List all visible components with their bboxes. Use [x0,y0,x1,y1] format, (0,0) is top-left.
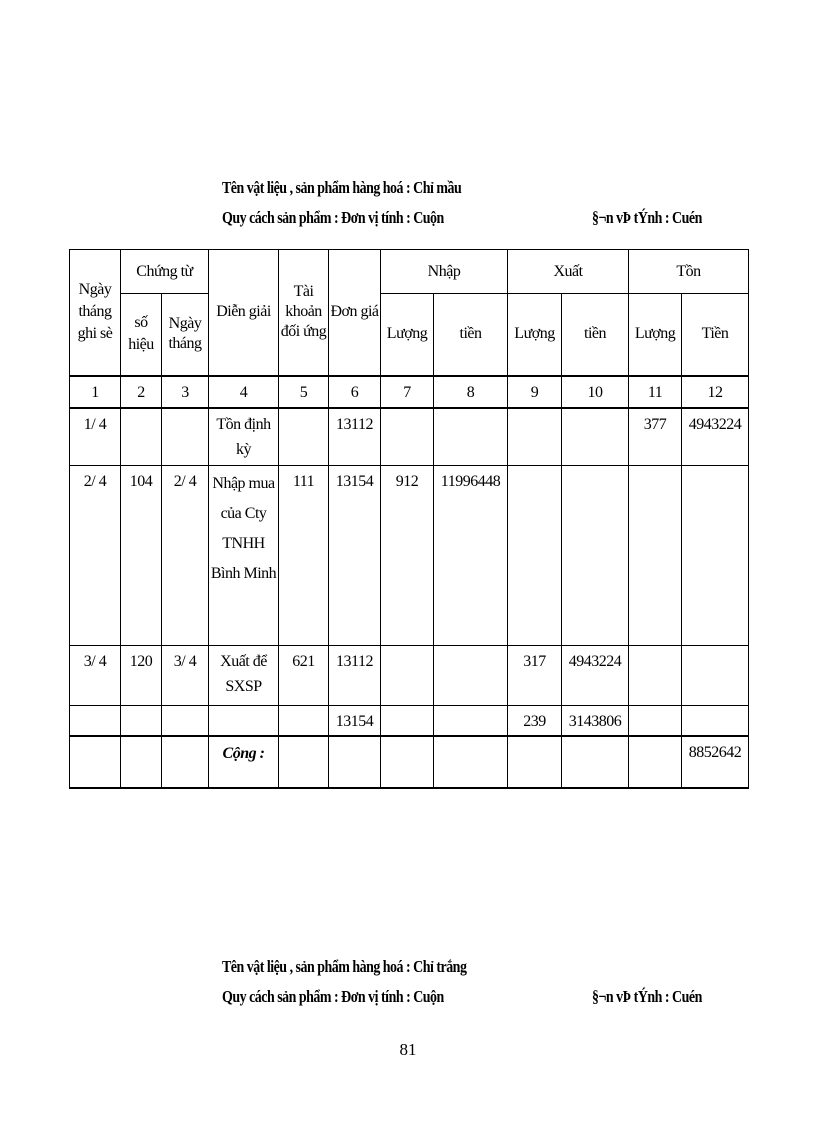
cell-ton-tien [682,706,749,736]
section2-title: Tên vật liệu , sản phẩm hàng hoá : Chỉ trắng [222,957,467,976]
cell-nhap-luong [381,646,434,706]
column-number: 9 [508,376,562,408]
cell-dien-giai: Xuất để SXSP [209,646,279,706]
cell-ton-tien: 4943224 [682,408,749,466]
cell-ton-luong [629,706,682,736]
cell-xuat-luong [508,408,562,466]
column-number: 11 [629,376,682,408]
section1-title: Tên vật liệu , sản phẩm hàng hoá : Chỉ mầu [222,178,462,197]
cell-so-hieu [121,408,162,466]
cell-ton-tien [682,646,749,706]
cell-nhap-tien [434,646,508,706]
section1-unit-code: §¬n vÞ tÝnh : Cuén [592,208,702,227]
cell-don-gia: 13154 [329,706,381,736]
header-ton-luong: Lượng [629,294,682,376]
cell-so-hieu: 120 [121,646,162,706]
header-xuat-tien: tiền [562,294,629,376]
table-row [70,646,749,706]
section1-spec: Quy cách sản phẩm : Đơn vị tính : Cuộn [222,208,444,227]
cell-nhap-luong [381,408,434,466]
header-so-hieu: số hiệu [121,294,162,376]
page-number: 81 [399,1040,417,1059]
cell-dien-giai: Nhập mua của Cty TNHH Bình Minh [209,466,279,646]
section2-unit-code: §¬n vÞ tÝnh : Cuén [592,987,702,1006]
cell-ton-luong [629,646,682,706]
header-xuat-luong: Lượng [508,294,562,376]
column-number: 7 [381,376,434,408]
cell-ngay-thang [162,706,209,736]
cell-ton-luong: 377 [629,408,682,466]
cell-xuat-luong: 317 [508,646,562,706]
inventory-ledger-table [69,249,749,789]
cell-date: 3/ 4 [70,646,121,706]
cell-tai-khoan [279,706,329,736]
header-nhap-luong: Lượng [381,294,434,376]
cell-date [70,706,121,736]
header-tai-khoan-doi-ung: Tài khoản đối ứng [279,250,329,376]
header-nhap: Nhập [381,250,508,294]
cell-nhap-tien: 11996448 [434,466,508,646]
cell-tai-khoan [279,408,329,466]
column-number: 10 [562,376,629,408]
column-number: 6 [329,376,381,408]
cell-ton-luong [629,466,682,646]
cell-xuat-luong [508,466,562,646]
cell-ngay-thang: 2/ 4 [162,466,209,646]
section2-spec: Quy cách sản phẩm : Đơn vị tính : Cuộn [222,987,444,1006]
cell-don-gia: 13154 [329,466,381,646]
header-don-gia: Đơn giá [329,250,381,376]
cell-xuat-luong: 239 [508,706,562,736]
cell-tai-khoan: 621 [279,646,329,706]
column-number: 4 [209,376,279,408]
column-number: 8 [434,376,508,408]
cell-so-hieu [121,706,162,736]
total-value: 8852642 [682,736,749,788]
cell-ton-tien [682,466,749,646]
column-number: 3 [162,376,209,408]
header-xuat: Xuất [508,250,629,294]
header-ton: Tồn [629,250,749,294]
cell-xuat-tien [562,408,629,466]
cell-dien-giai [209,706,279,736]
cell-xuat-tien [562,466,629,646]
table-row [70,466,749,646]
total-row [70,736,749,788]
cell-date: 1/ 4 [70,408,121,466]
cell-don-gia: 13112 [329,646,381,706]
cell-so-hieu: 104 [121,466,162,646]
cell-date: 2/ 4 [70,466,121,646]
table-row [70,408,749,466]
header-ton-tien: Tiền [682,294,749,376]
column-number: 2 [121,376,162,408]
header-ngay-thang-ghi-so: Ngày tháng ghi sè [70,250,121,376]
cell-ngay-thang [162,408,209,466]
total-label: Cộng : [209,736,279,788]
header-ngay-thang: Ngày tháng [162,294,209,376]
header-dien-giai: Diễn giải [209,250,279,376]
cell-nhap-tien [434,706,508,736]
cell-don-gia: 13112 [329,408,381,466]
column-number: 12 [682,376,749,408]
column-number: 5 [279,376,329,408]
cell-xuat-tien: 3143806 [562,706,629,736]
cell-nhap-luong [381,706,434,736]
column-number-row [70,376,749,408]
cell-nhap-luong: 912 [381,466,434,646]
cell-nhap-tien [434,408,508,466]
cell-tai-khoan: 111 [279,466,329,646]
cell-dien-giai: Tồn định kỳ [209,408,279,466]
table-row [70,706,749,736]
header-nhap-tien: tiền [434,294,508,376]
column-number: 1 [70,376,121,408]
cell-ngay-thang: 3/ 4 [162,646,209,706]
cell-xuat-tien: 4943224 [562,646,629,706]
header-chung-tu: Chứng từ [121,250,209,294]
